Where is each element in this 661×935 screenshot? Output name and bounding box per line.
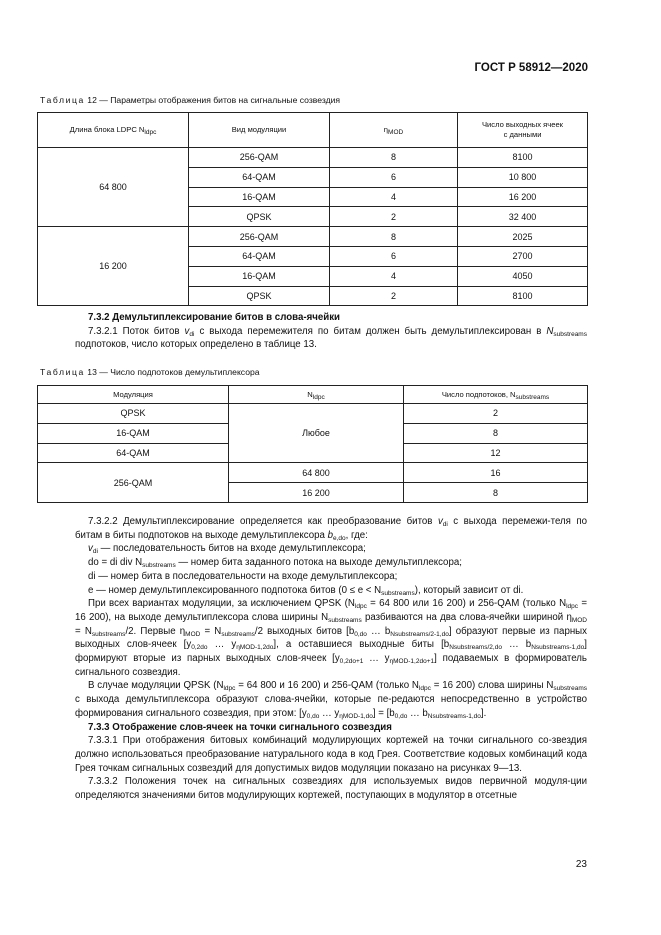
table13-header-substreams: Число подпотоков, $N_{substreams}$ [404,386,588,404]
table12-modulation: QPSK [189,207,330,227]
table12-cells: 8100 [458,286,588,306]
table13-nldpc: 16 200 [229,483,404,503]
definition-vdi: $v_{di}$ — последовательность битов на входе демультиплексора; [88,543,366,556]
page-number: 23 [575,859,587,870]
table-row [38,227,588,247]
section-heading-7-3-3: 7.3.3 Отображение слов-ячеек на точки сигнального созвездия [88,721,392,733]
table12-modulation: 64-QAM [189,167,330,187]
table12-label: Таблица [40,95,85,105]
paragraph-qpsk: В случае модуляции QPSK ($N_{ldpc} = 64$ 800 и 16 200) и 256-QAM (только $N_{ldpc} = 16$ 200) слова ширины $N_{substreams}$ с выхода демультиплексора образуют слова-ячейки, которые пе-редаются непосредственно в устройство формирования сигнального созвездия, при этом: [$y_{0,do}$ … $y_{\eta MOD-1,do}] = [b_{0,do}$ … $b_{Nsubstreams-1,do}$]. [75,680,587,720]
table12-number: 12 [87,95,97,105]
table12-eta: 2 [330,207,458,227]
table12-eta: 4 [330,266,458,286]
table12-eta: 8 [330,148,458,168]
table12-header-row [38,113,588,148]
table13-count: 2 [404,404,588,424]
table12-modulation: QPSK [189,286,330,306]
table12-header-block-length: Длина блока LDPC $N_{ldpc}$ [38,113,189,148]
table-row [38,148,588,168]
table12-cells: 2700 [458,246,588,266]
section-heading-7-3-2: 7.3.2 Демультиплексирование битов в слова-ячейки [88,312,341,323]
table13-count: 8 [404,483,588,503]
table12-cells: 4050 [458,266,588,286]
table-row [38,463,588,483]
paragraph-7-3-3-2: 7.3.3.2 Положения точек на сигнальных созвездиях для используемых видов первичной модуля-ции определяются значениями битов модулирующих кортежей, поступающих в модулятор в отсетные [75,776,587,802]
table13-modulation: QPSK [38,404,229,424]
paragraph-7-3-2-1: 7.3.2.1 Поток битов $v_{di}$ с выхода перемежителя по битам должен быть демультиплексирован в $N_{substreams}$ подпотоков, число которых определено в таблице 13. [75,325,587,351]
table13-count: 12 [404,443,588,463]
table13-modulation: 256-QAM [38,463,229,503]
definition-di: di — номер бита в последовательности на входе демультиплексора; [88,570,398,582]
table12-modulation: 16-QAM [189,187,330,207]
table12-header-eta: $\eta_{MOD}$ [330,113,458,148]
table12-eta: 4 [330,187,458,207]
table12-block-length: 16 200 [38,227,189,306]
table12-title: — Параметры отображения битов на сигнальные созвездия [99,95,341,105]
table12-header-modulation: Вид модуляции [189,113,330,148]
body-text [75,515,587,803]
table13-modulation: 16-QAM [38,423,229,443]
table13-caption [40,367,260,377]
table12-caption [40,95,340,105]
table12-modulation: 16-QAM [189,266,330,286]
definition-e: e — номер демультиплексированного подпотока битов $(0 \le e < N_{substreams})$, который зависит от di. [88,584,524,597]
table12-cells: 8100 [458,148,588,168]
section-7-3-2 [75,311,587,352]
table12-modulation: 256-QAM [189,148,330,168]
paragraph-7-3-3-1: 7.3.3.1 При отображения битовых комбинаций модулирующих кортежей на точки сигнального со-звездия должно использоваться преобразование натурального кода в код Грея. Соответствие кодовых комбинаций кода Грея точкам сигнальных созвездий для допустимых видов модуляции показано на рисунках 9—13. [75,735,587,774]
table12-header-cells: Число выходных ячеек с данными [458,113,588,148]
table12-modulation: 64-QAM [189,246,330,266]
table13-header-row [38,386,588,404]
table12-cells: 2025 [458,227,588,247]
paragraph-7-3-2-2: 7.3.2.2 Демультиплексирование определяется как преобразование битов $v_{di}$ с выхода перемежи-теля по битам в биты подпотоков на выходе демультиплексора $b_{e,do}$, где: [75,516,588,542]
table13-title: — Число подпотоков демультиплексора [99,367,260,377]
table12 [37,112,588,306]
table13-nldpc: 64 800 [229,463,404,483]
table13-count: 8 [404,423,588,443]
table12-eta: 8 [330,227,458,247]
paragraph-all-modulations: При всех вариантах модуляции, за исключением QPSK ($N_{ldpc} = 64$ 800 или 16 200) и 256-QAM (только $N_{ldpc} = 16$ 200), на выходе демультиплексора слова ширины $N_{substreams}$ разбиваются на два слова-ячейки шириной $\eta_{MOD} = N_{substreams}/2$. Первые $\eta_{MOD} = N_{substreams}/2$ выходных битов [$b_{0,do}$ … $b_{Nsubstreams/2-1,do}$] образуют первые из парных выходных слов-ячеек [$y_{0,2do}$ … $y_{\eta MOD-1,2do}$], а оставшиеся выходные биты [$b_{Nsubstreams/2,do}$ … $b_{Nsubstreams-1,do}$] формируют вторые из парных выходных слов-ячеек [$y_{0,2do+1}$ … $y_{\eta MOD-1,2do+1}$] подаваемых в формирователь сигнального созвездия. [75,598,587,678]
table13-count: 16 [404,463,588,483]
table12-cells: 10 800 [458,167,588,187]
table12-modulation: 256-QAM [189,227,330,247]
table13-modulation: 64-QAM [38,443,229,463]
table13-header-nldpc: $N_{ldpc}$ [229,386,404,404]
table12-eta: 6 [330,167,458,187]
table12-eta: 2 [330,286,458,306]
table13-header-modulation: Модуляция [38,386,229,404]
table12-cells: 16 200 [458,187,588,207]
table12-cells: 32 400 [458,207,588,227]
table13 [37,385,588,503]
document-header: ГОСТ Р 58912—2020 [474,62,588,74]
table13-number: 13 [87,367,97,377]
table13-label: Таблица [40,367,85,377]
definition-do: do = di div $N_{substreams}$ — номер бита заданного потока на выходе демультиплексора; [88,557,462,570]
table13-any: Любое [229,404,404,463]
table12-block-length: 64 800 [38,148,189,227]
table-row [38,404,588,424]
table12-eta: 6 [330,246,458,266]
